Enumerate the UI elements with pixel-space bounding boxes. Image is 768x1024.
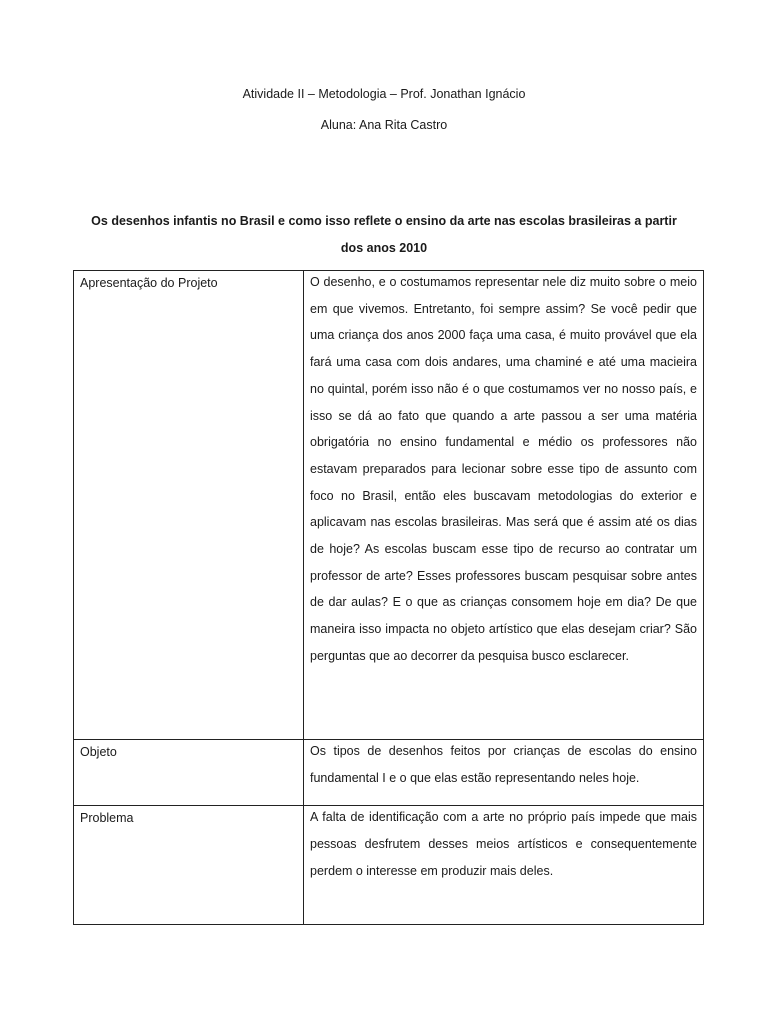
- row-label-cell: [74, 806, 304, 925]
- table-row: [74, 806, 704, 925]
- table-row: [74, 271, 704, 740]
- student-name: Aluna: Ana Rita Castro: [320, 118, 448, 132]
- activity-header: Atividade II – Metodologia – Prof. Jonathan Ignácio: [242, 87, 526, 101]
- row-label: Problema: [80, 811, 134, 826]
- document-title: Os desenhos infantis no Brasil e como isso reflete o ensino da arte nas escolas brasileiras a partir dos anos 2010: [91, 214, 677, 255]
- table-row: [74, 740, 704, 806]
- row-content: A falta de identificação com a arte no próprio país impede que mais pessoas desfrutem desses meios artísticos e consequentemente perdem o interesse em produzir mais deles.: [310, 810, 697, 878]
- row-content: Os tipos de desenhos feitos por crianças de escolas do ensino fundamental I e o que elas estão representando neles hoje.: [310, 744, 697, 785]
- row-content: O desenho, e o costumamos representar nele diz muito sobre o meio em que vivemos. Entretanto, foi sempre assim? Se você pedir que uma criança dos anos 2000 faça uma casa, é muito provável que ela fará uma casa com dois andares, uma chaminé e até uma macieira no quintal, porém isso não é o que costumamos ver no nosso país, e isso se dá ao fato que quando a arte passou a ser uma matéria obrigatória no ensino fundamental e médio os professores não estavam preparados para lecionar sobre esse tipo de assunto com foco no Brasil, então eles buscavam metodologias do exterior e aplicavam nas escolas brasileiras. Mas será que é assim até os dias de hoje? As escolas buscam esse tipo de recurso ao contratar um professor de arte? Esses professores buscam pesquisar sobre antes de dar aulas? E o que as crianças consomem hoje em dia? De que maneira isso impacta no objeto artístico que elas desejam criar? São perguntas que ao decorrer da pesquisa busco esclarecer.: [310, 275, 697, 663]
- row-content-cell: [304, 271, 704, 740]
- project-table: [73, 270, 704, 925]
- row-content-cell: [304, 806, 704, 925]
- row-label: Apresentação do Projeto: [80, 276, 218, 290]
- row-label-cell: [74, 271, 304, 740]
- row-label: Objeto: [80, 745, 117, 759]
- row-label-cell: [74, 740, 304, 806]
- row-content-cell: [304, 740, 704, 806]
